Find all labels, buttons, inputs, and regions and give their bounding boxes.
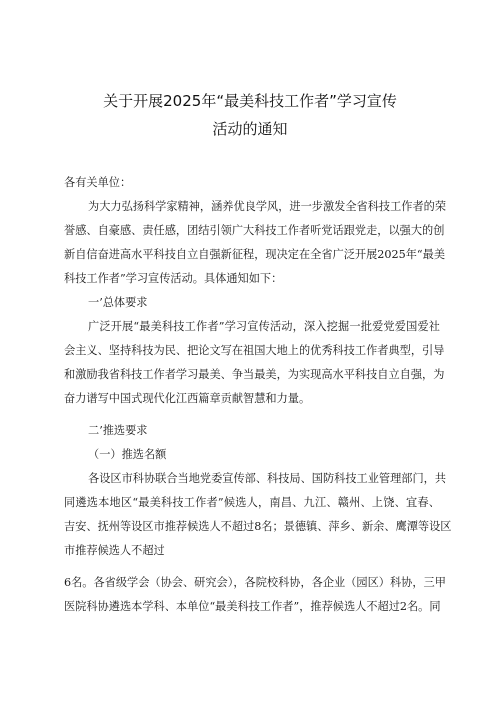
- document-title-line-1: 关于开展2025年“最美科技工作者”学习宣传: [103, 92, 397, 110]
- paragraph-3-line-1: 各设区市科协联合当地党委宣传部、科技局、国防科技工业管理部门，共: [88, 472, 447, 485]
- paragraph-2-line-1: 广泛开展“最美科技工作者”学习宣传活动，深入挖掘一批爱党爱国爱社: [88, 320, 440, 333]
- section-heading-2: 二’推选要求: [88, 424, 148, 437]
- paragraph-3-line-3: 吉安、抚州等设区市推荐候选人不超过8名；景德镇、萍乡、新余、鹰潭等设区: [64, 520, 452, 533]
- paragraph-2-line-4: 奋力谱写中国式现代化江西篇章贡献智慧和力量。: [64, 392, 311, 405]
- paragraph-4-line-2: 医院科协遴选本学科、本单位“最美科技工作者”，推荐候选人不超过2名。同: [64, 600, 441, 613]
- paragraph-1-line-2: 誉感、自豪感、责任感，团结引领广大科技工作者听党话跟党走，以强大的创: [64, 224, 445, 237]
- paragraph-1-line-4: 科技工作者”学习宣传活动。具体通知如下：: [64, 272, 283, 285]
- paragraph-2-line-2: 会主义、坚持科技为民、把论文写在祖国大地上的优秀科技工作者典型，引导: [64, 344, 445, 357]
- salutation: 各有关单位：: [64, 176, 132, 189]
- subsection-heading-1: （一）推选名额: [88, 448, 167, 461]
- paragraph-3-line-4: 市推荐候选人不超过: [64, 544, 165, 557]
- paragraph-4-line-1: 6名。各省级学会（协会、研究会），各院校科协，各企业（园区）科协，三甲: [64, 576, 446, 589]
- paragraph-1-line-3: 新自信奋进高水平科技自立自强新征程，现决定在全省广泛开展2025年“最美: [64, 248, 446, 261]
- paragraph-3-line-2: 同遴选本地区“最美科技工作者”候选人，南昌、九江、赣州、上饶、宜春、: [64, 496, 440, 509]
- document-title-line-2: 活动的通知: [212, 120, 288, 138]
- paragraph-2-line-3: 和激励我省科技工作者学习最美、争当最美，为实现高水平科技自立自强，为: [64, 368, 445, 381]
- section-heading-1: 一’总体要求: [88, 296, 148, 309]
- paragraph-1-line-1: 为大力弘扬科学家精神，涵养优良学风，进一步激发全省科技工作者的荣: [88, 200, 447, 213]
